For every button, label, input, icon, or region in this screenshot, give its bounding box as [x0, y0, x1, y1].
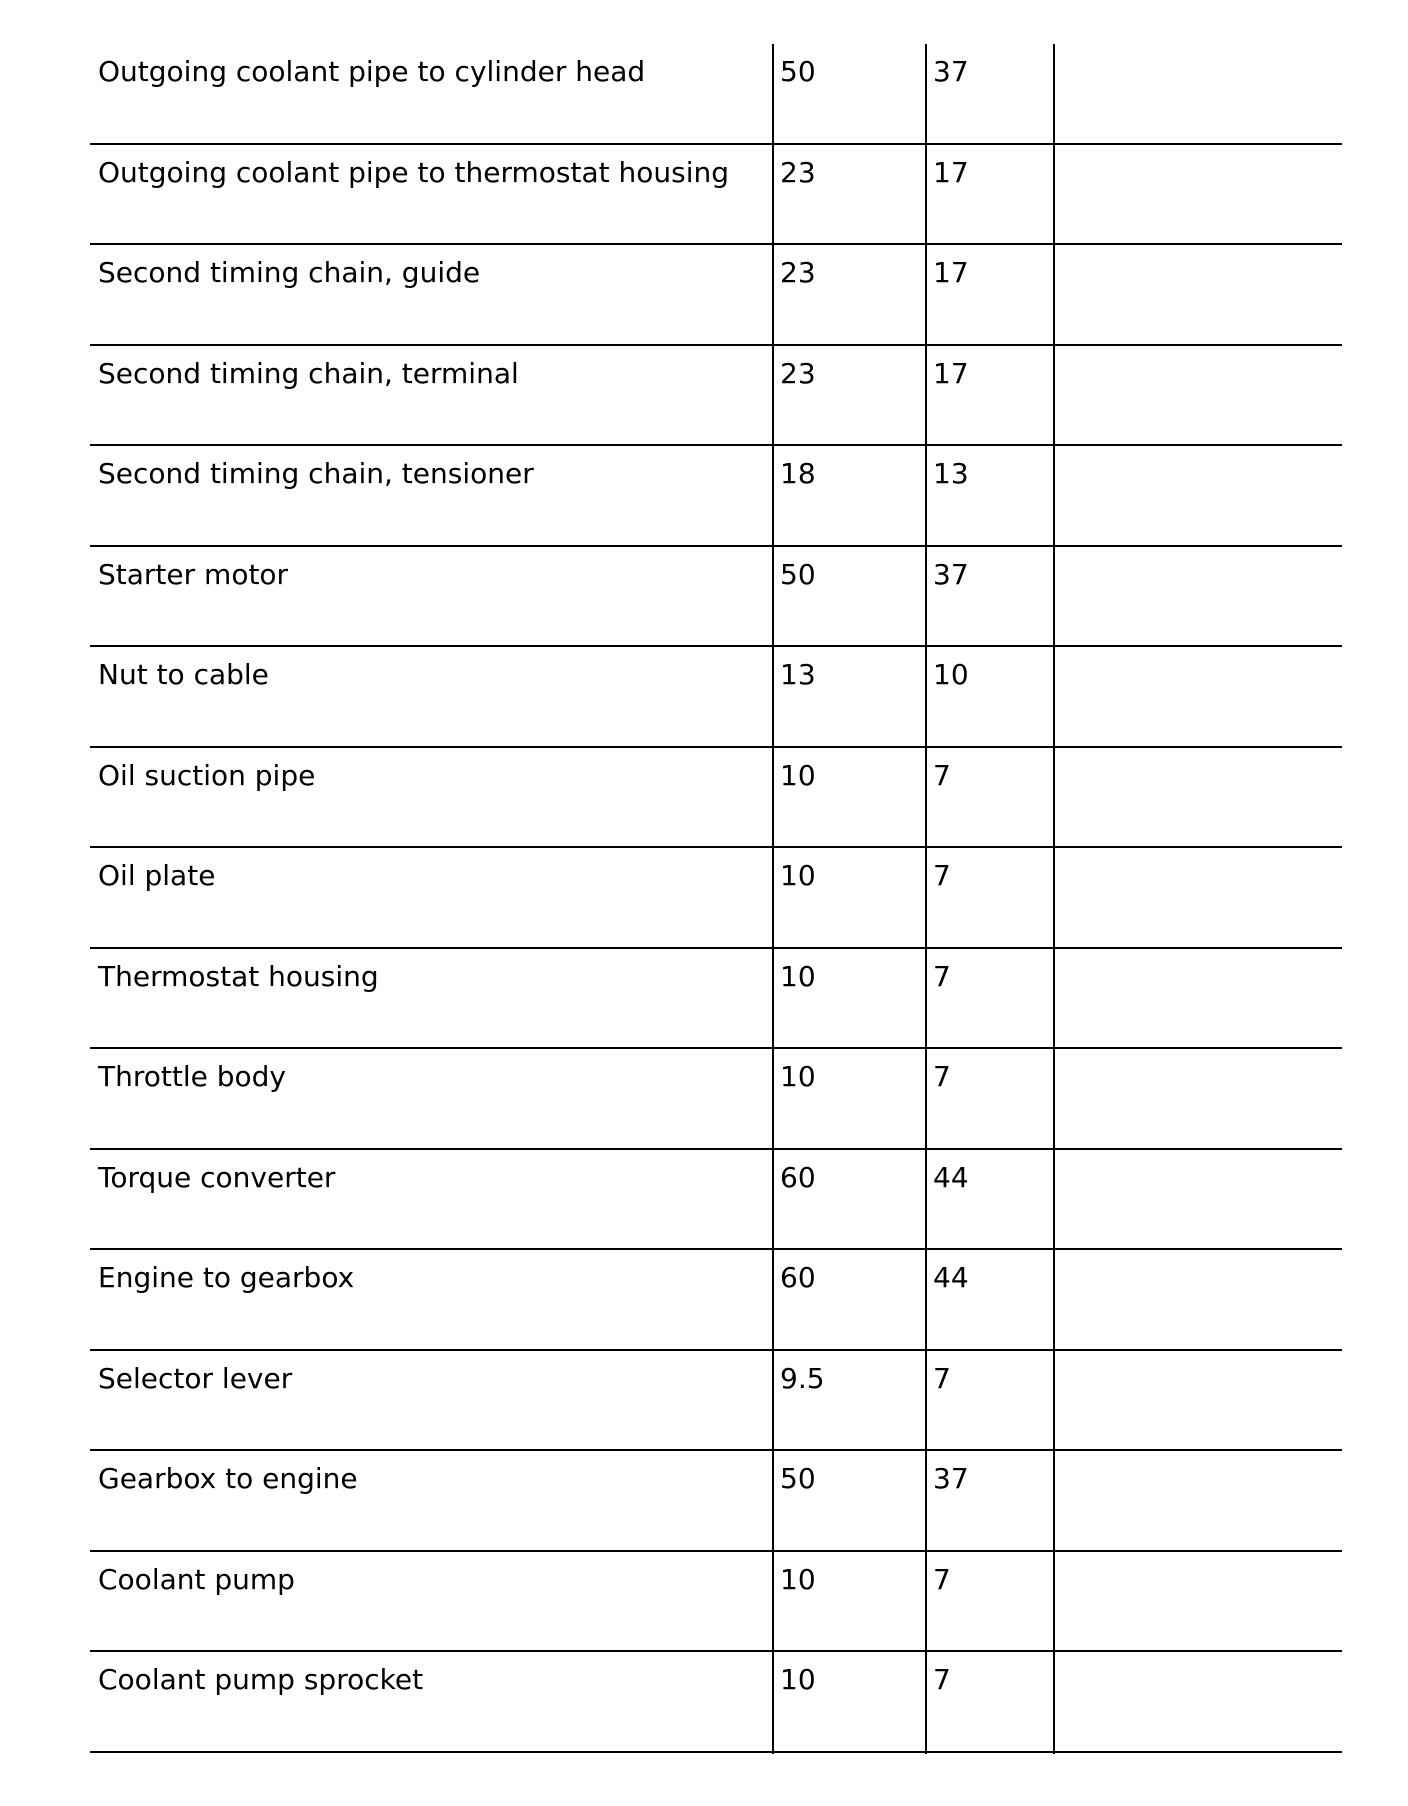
torque-nm-value: 23: [780, 256, 816, 289]
torque-lbft-value: 7: [933, 1361, 951, 1395]
torque-nm-value: 23: [780, 155, 816, 189]
torque-nm-value: 10: [780, 1663, 816, 1696]
torque-lbft-value: 7: [933, 1060, 951, 1093]
component-name: Gearbox to engine: [98, 1462, 358, 1495]
table-row: [90, 1250, 1342, 1351]
table-row: [90, 1552, 1342, 1653]
component-name: Starter motor: [98, 557, 289, 591]
component-name: Outgoing coolant pipe to cylinder head: [98, 55, 646, 88]
component-name: Nut to cable: [98, 658, 269, 691]
torque-lbft-value: 37: [933, 55, 969, 88]
torque-nm-value: 10: [780, 1562, 816, 1596]
table-row: [90, 44, 1342, 145]
torque-nm-value: 50: [780, 55, 816, 88]
table-row: [90, 1451, 1342, 1552]
torque-nm-value: 60: [780, 1261, 816, 1294]
torque-nm-value: 50: [780, 557, 816, 591]
component-name: Coolant pump: [98, 1562, 295, 1596]
table-row: [90, 647, 1342, 748]
torque-lbft-value: 7: [933, 959, 951, 993]
table-row: [90, 145, 1342, 246]
torque-lbft-value: 7: [933, 758, 951, 792]
table-row: [90, 1049, 1342, 1150]
torque-nm-value: 10: [780, 758, 816, 792]
torque-lbft-value: 10: [933, 658, 969, 691]
component-name: Selector lever: [98, 1361, 293, 1395]
torque-lbft-value: 44: [933, 1261, 969, 1294]
torque-nm-value: 13: [780, 658, 816, 691]
torque-lbft-value: 13: [933, 457, 969, 490]
torque-nm-value: 18: [780, 457, 816, 490]
table-row: [90, 547, 1342, 648]
component-name: Second timing chain, tensioner: [98, 457, 534, 490]
torque-nm-value: 23: [780, 356, 816, 390]
torque-lbft-value: 17: [933, 256, 969, 289]
torque-nm-value: 10: [780, 959, 816, 993]
torque-lbft-value: 44: [933, 1160, 969, 1194]
component-name: Outgoing coolant pipe to thermostat housing: [98, 155, 730, 189]
torque-table: [90, 44, 1342, 1754]
torque-lbft-value: 17: [933, 155, 969, 189]
table-row: [90, 245, 1342, 346]
component-name: Oil suction pipe: [98, 758, 316, 792]
component-name: Second timing chain, guide: [98, 256, 481, 289]
table-row: [90, 346, 1342, 447]
torque-lbft-value: 7: [933, 1562, 951, 1596]
torque-nm-value: 10: [780, 859, 816, 892]
torque-nm-value: 60: [780, 1160, 816, 1194]
table-row: [90, 748, 1342, 849]
torque-lbft-value: 17: [933, 356, 969, 390]
component-name: Thermostat housing: [98, 959, 379, 993]
component-name: Torque converter: [98, 1160, 336, 1194]
table-row: [90, 949, 1342, 1050]
component-name: Coolant pump sprocket: [98, 1663, 424, 1696]
table-row: [90, 1652, 1342, 1753]
table-row: [90, 446, 1342, 547]
component-name: Engine to gearbox: [98, 1261, 355, 1294]
torque-nm-value: 9.5: [780, 1361, 825, 1395]
torque-lbft-value: 37: [933, 557, 969, 591]
table-row: [90, 1351, 1342, 1452]
torque-nm-value: 50: [780, 1462, 816, 1495]
table-row: [90, 848, 1342, 949]
torque-lbft-value: 37: [933, 1462, 969, 1495]
component-name: Throttle body: [98, 1060, 286, 1093]
component-name: Oil plate: [98, 859, 216, 892]
torque-lbft-value: 7: [933, 859, 951, 892]
torque-lbft-value: 7: [933, 1663, 951, 1696]
torque-nm-value: 10: [780, 1060, 816, 1093]
table-row: [90, 1150, 1342, 1251]
component-name: Second timing chain, terminal: [98, 356, 519, 390]
